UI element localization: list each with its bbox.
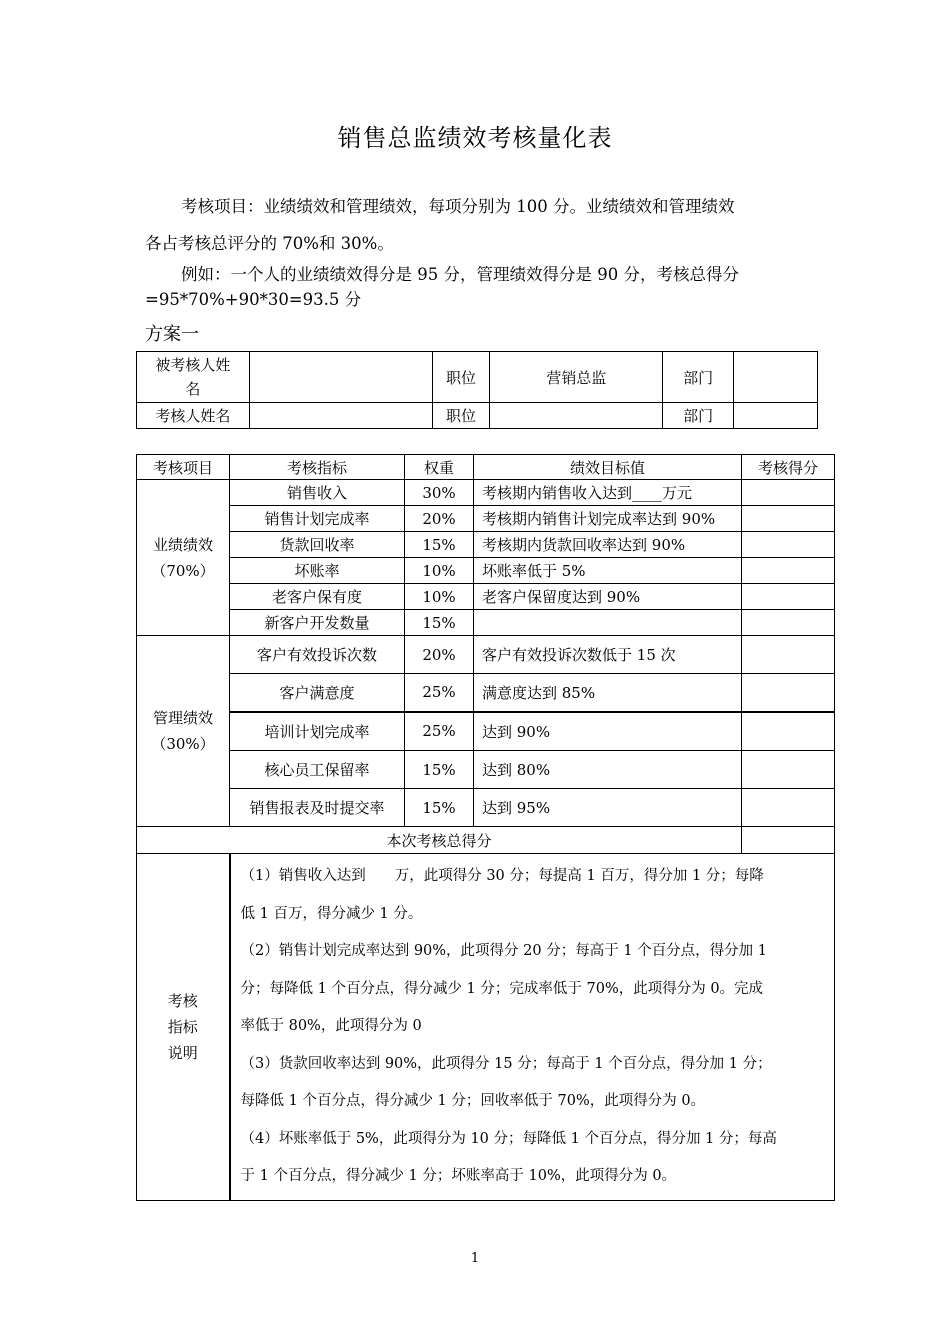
- notes-content: [230, 854, 835, 1201]
- note-line: （1）销售收入达到 万，此项得分 30 分；每提高 1 百万，得分加 1 分；每降: [240, 868, 764, 884]
- weight: 10%: [405, 584, 474, 610]
- indicator: 核心员工保留率: [230, 751, 405, 789]
- total-label: 本次考核总得分: [137, 827, 742, 854]
- example-line-2: =95*70%+90*30=93.5 分: [145, 290, 362, 309]
- target: 考核期内销售计划完成率达到 90%: [474, 506, 742, 532]
- target: [474, 610, 742, 636]
- target: 达到 80%: [474, 751, 742, 789]
- table-row: [137, 712, 835, 751]
- score-cell[interactable]: [742, 480, 835, 506]
- weight: 20%: [405, 636, 474, 674]
- position-value[interactable]: 营销总监: [490, 352, 663, 403]
- header-target: 绩效目标值: [474, 455, 742, 480]
- kpi-table: [136, 454, 835, 1201]
- dept-label-2: 部门: [663, 403, 734, 429]
- header-indicator: 考核指标: [230, 455, 405, 480]
- weight: 15%: [405, 751, 474, 789]
- management-group-cell: [137, 636, 230, 827]
- table-row: [137, 558, 835, 584]
- example-line-1: 例如：一个人的业绩绩效得分是 95 分，管理绩效得分是 90 分，考核总得分: [181, 265, 739, 284]
- score-cell[interactable]: [742, 610, 835, 636]
- info-row-examinee: [137, 352, 818, 403]
- table-row: [137, 751, 835, 789]
- weight: 30%: [405, 480, 474, 506]
- info-row-examiner: [137, 403, 818, 429]
- total-score-cell[interactable]: [742, 827, 835, 854]
- header-item: 考核项目: [137, 455, 230, 480]
- note-line: （3）货款回收率达到 90%，此项得分 15 分；每高于 1 个百分点，得分加 1 分；: [240, 1055, 772, 1072]
- table-row: [137, 506, 835, 532]
- target: 达到 90%: [474, 712, 742, 751]
- indicator: 培训计划完成率: [230, 712, 405, 751]
- table-row: [137, 610, 835, 636]
- table-row: [137, 584, 835, 610]
- note-line: 每降低 1 个百分点，得分减少 1 分；回收率低于 70%，此项得分为 0。: [240, 1093, 706, 1109]
- target: 客户有效投诉次数低于 15 次: [474, 636, 742, 674]
- position-label: 职位: [432, 352, 490, 403]
- score-cell[interactable]: [742, 584, 835, 610]
- indicator: 新客户开发数量: [230, 610, 405, 636]
- indicator: 销售收入: [230, 480, 405, 506]
- note-line: （4）坏账率低于 5%，此项得分为 10 分；每降低 1 个百分点，得分加 1 分；每高: [240, 1130, 777, 1147]
- target: 考核期内货款回收率达到 90%: [474, 532, 742, 558]
- indicator: 客户满意度: [230, 674, 405, 712]
- indicator: 销售计划完成率: [230, 506, 405, 532]
- performance-group-label: 业绩绩效: [152, 535, 213, 554]
- page-number: 1: [470, 1251, 480, 1266]
- performance-group-weight: （70%）: [151, 561, 215, 580]
- note-line: 低 1 百万，得分减少 1 分。: [240, 905, 423, 922]
- note-line: （2）销售计划完成率达到 90%，此项得分 20 分；每高于 1 个百分点，得分加 1: [240, 943, 768, 959]
- weight: 15%: [405, 610, 474, 636]
- target: 考核期内销售收入达到____万元: [474, 480, 742, 506]
- notes-label-1: 考核: [167, 991, 198, 1010]
- weight: 10%: [405, 558, 474, 584]
- score-cell[interactable]: [742, 674, 835, 712]
- target: 满意度达到 85%: [474, 674, 742, 712]
- management-group-label: 管理绩效: [152, 709, 213, 727]
- score-cell[interactable]: [742, 558, 835, 584]
- info-table: [136, 351, 818, 429]
- intro-line-2: 各占考核总评分的 70%和 30%。: [145, 234, 394, 253]
- notes-label-3: 说明: [167, 1043, 198, 1062]
- notes-label-2: 指标: [167, 1017, 198, 1036]
- examiner-name-value[interactable]: [249, 403, 432, 429]
- note-line: 于 1 个百分点，得分减少 1 分；坏账率高于 10%，此项得分为 0。: [240, 1168, 677, 1184]
- target: 达到 95%: [474, 789, 742, 827]
- note-line: 分；每降低 1 个百分点，得分减少 1 分；完成率低于 70%，此项得分为 0。完成: [240, 980, 764, 997]
- weight: 15%: [405, 789, 474, 827]
- table-row: [137, 789, 835, 827]
- weight: 20%: [405, 506, 474, 532]
- total-row: [137, 827, 835, 854]
- header-score: 考核得分: [742, 455, 835, 480]
- score-cell[interactable]: [742, 636, 835, 674]
- weight: 15%: [405, 532, 474, 558]
- target: 老客户保留度达到 90%: [474, 584, 742, 610]
- score-cell[interactable]: [742, 789, 835, 827]
- indicator: 客户有效投诉次数: [230, 636, 405, 674]
- dept-value[interactable]: [734, 352, 818, 403]
- performance-group-cell: [137, 480, 230, 636]
- score-cell[interactable]: [742, 712, 835, 751]
- table-row: [137, 532, 835, 558]
- weight: 25%: [405, 712, 474, 751]
- examiner-name-label: 考核人姓名: [137, 403, 250, 429]
- weight: 25%: [405, 674, 474, 712]
- table-row: [137, 480, 835, 506]
- score-cell[interactable]: [742, 506, 835, 532]
- header-weight: 权重: [405, 455, 474, 480]
- position-value-2[interactable]: [490, 403, 663, 429]
- management-group-weight: （30%）: [151, 735, 215, 753]
- indicator: 坏账率: [230, 558, 405, 584]
- document-title: 销售总监绩效考核量化表: [337, 124, 613, 152]
- score-cell[interactable]: [742, 751, 835, 789]
- note-line: 率低于 80%，此项得分为 0: [240, 1018, 422, 1034]
- notes-row: [137, 854, 835, 1201]
- table-row: [137, 674, 835, 712]
- plan-label: 方案一: [145, 324, 199, 345]
- examinee-name-label: 被考核人姓名: [137, 352, 250, 403]
- position-label-2: 职位: [432, 403, 490, 429]
- kpi-header-row: [137, 455, 835, 480]
- notes-label-cell: [137, 854, 230, 1201]
- score-cell[interactable]: [742, 532, 835, 558]
- indicator: 销售报表及时提交率: [230, 789, 405, 827]
- table-row: [137, 636, 835, 674]
- dept-label: 部门: [663, 352, 734, 403]
- indicator: 货款回收率: [230, 532, 405, 558]
- dept-value-2[interactable]: [734, 403, 818, 429]
- intro-line-1: 考核项目：业绩绩效和管理绩效，每项分别为 100 分。业绩绩效和管理绩效: [181, 197, 735, 216]
- target: 坏账率低于 5%: [474, 558, 742, 584]
- examinee-name-value[interactable]: [249, 352, 432, 403]
- indicator: 老客户保有度: [230, 584, 405, 610]
